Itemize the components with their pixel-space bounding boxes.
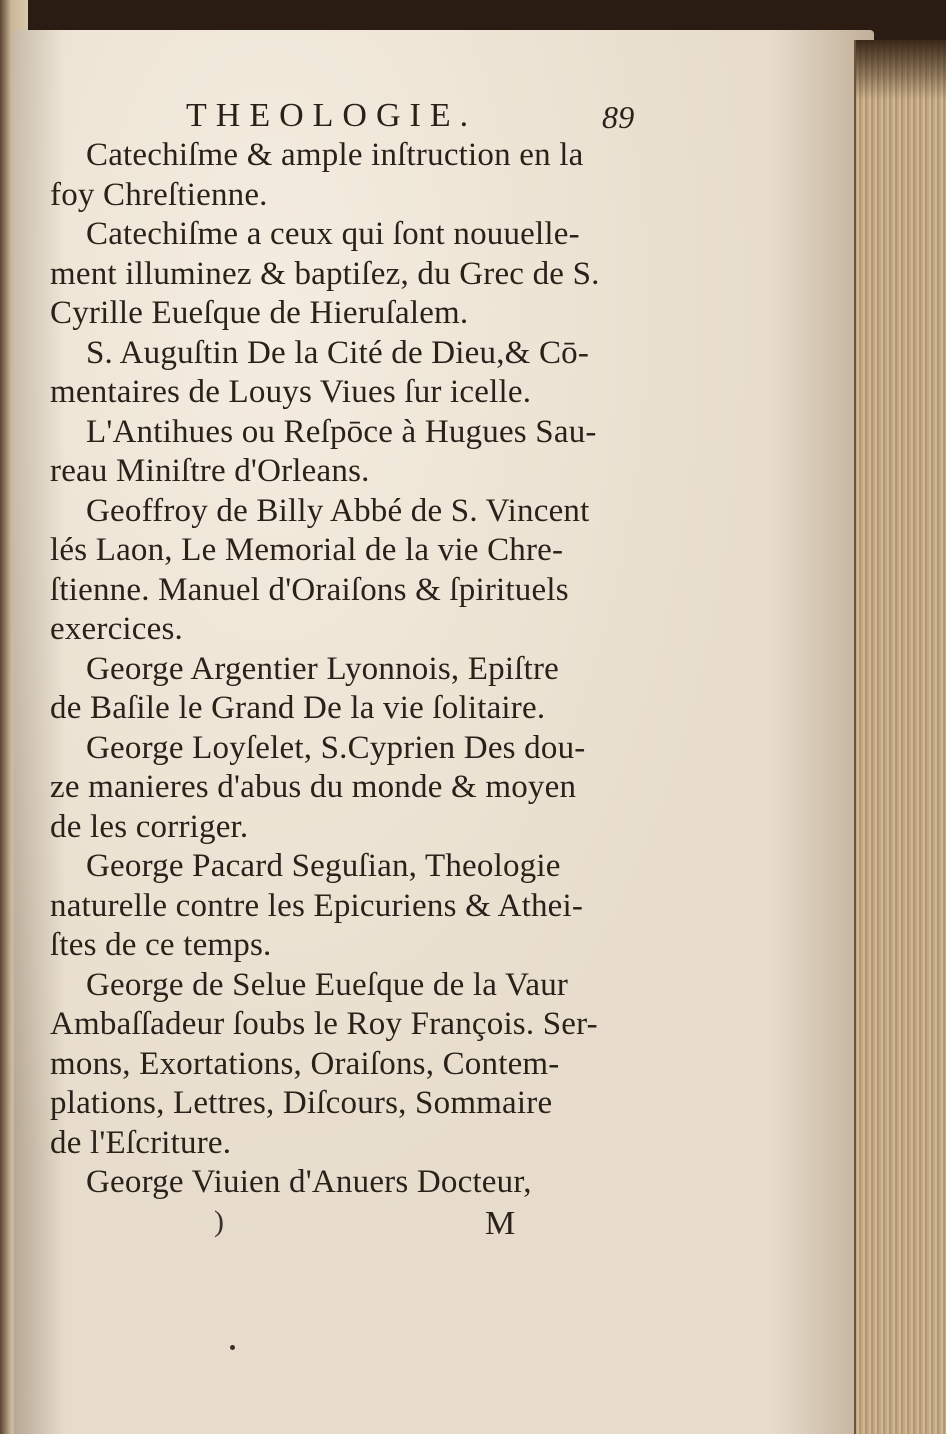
- text-line: George de Selue Eueſque de la Vaur: [86, 966, 569, 1003]
- text-line: reau Miniſtre d'Orleans.: [50, 453, 370, 489]
- text-line: ze manieres d'abus du monde & moyen: [50, 769, 577, 805]
- text-line: S. Auguſtin De la Cité de Dieu,& Cō-: [86, 334, 590, 371]
- text-line: lés Laon, Le Memorial de la vie Chre-: [50, 532, 564, 568]
- text-line: de l'Eſcriture.: [50, 1124, 232, 1161]
- text-lines: [50, 136, 650, 1203]
- running-head: THEOLOGIE.: [186, 97, 478, 134]
- text-line: George Viuien d'Anuers Docteur,: [86, 1164, 532, 1200]
- page-edges: [854, 40, 946, 1434]
- text-line: foy Chreſtienne.: [50, 176, 268, 213]
- signature-mark: M: [485, 1205, 516, 1242]
- text-line: Catechiſme a ceux qui ſont nouuelle-: [86, 216, 580, 252]
- text-line: Cyrille Eueſque de Hieruſalem.: [50, 295, 469, 331]
- page-number: 89: [602, 99, 635, 135]
- text-line: mentaires de Louys Viues ſur icelle.: [50, 374, 532, 410]
- page-edges-shadow: [856, 40, 946, 100]
- text-line: de Baſile le Grand De la vie ſolitaire.: [50, 690, 546, 726]
- text-line: Ambaſſadeur ſoubs le Roy François. Ser-: [50, 1006, 598, 1042]
- text-line: George Loyſelet, S.Cyprien Des dou-: [86, 729, 586, 766]
- text-line: Geoffroy de Billy Abbé de S. Vincent: [86, 492, 590, 529]
- text-line: de les corriger.: [50, 808, 249, 845]
- text-line: plations, Lettres, Diſcours, Sommaire: [50, 1085, 553, 1121]
- text-line: George Pacard Seguſian, Theologie: [86, 848, 561, 884]
- text-line: ment illuminez & baptiſez, du Grec de S.: [50, 255, 600, 292]
- text-line: L'Antihues ou Reſpōce à Hugues Sau-: [86, 413, 597, 450]
- text-line: mons, Exortations, Oraiſons, Contem-: [50, 1045, 560, 1082]
- text-line: ſtienne. Manuel d'Oraiſons & ſpirituels: [50, 571, 569, 608]
- ink-speck: [230, 1345, 235, 1350]
- page-header: [50, 96, 650, 136]
- printer-mark: ): [214, 1205, 224, 1238]
- text-line: Catechiſme & ample inſtruction en la: [86, 137, 584, 173]
- text-line: ſtes de ce temps.: [50, 927, 272, 963]
- text-line: George Argentier Lyonnois, Epiſtre: [86, 650, 559, 687]
- text-line: naturelle contre les Epicuriens & Athei-: [50, 887, 584, 924]
- page-text-block: [50, 96, 650, 1203]
- text-line: exercices.: [50, 611, 183, 647]
